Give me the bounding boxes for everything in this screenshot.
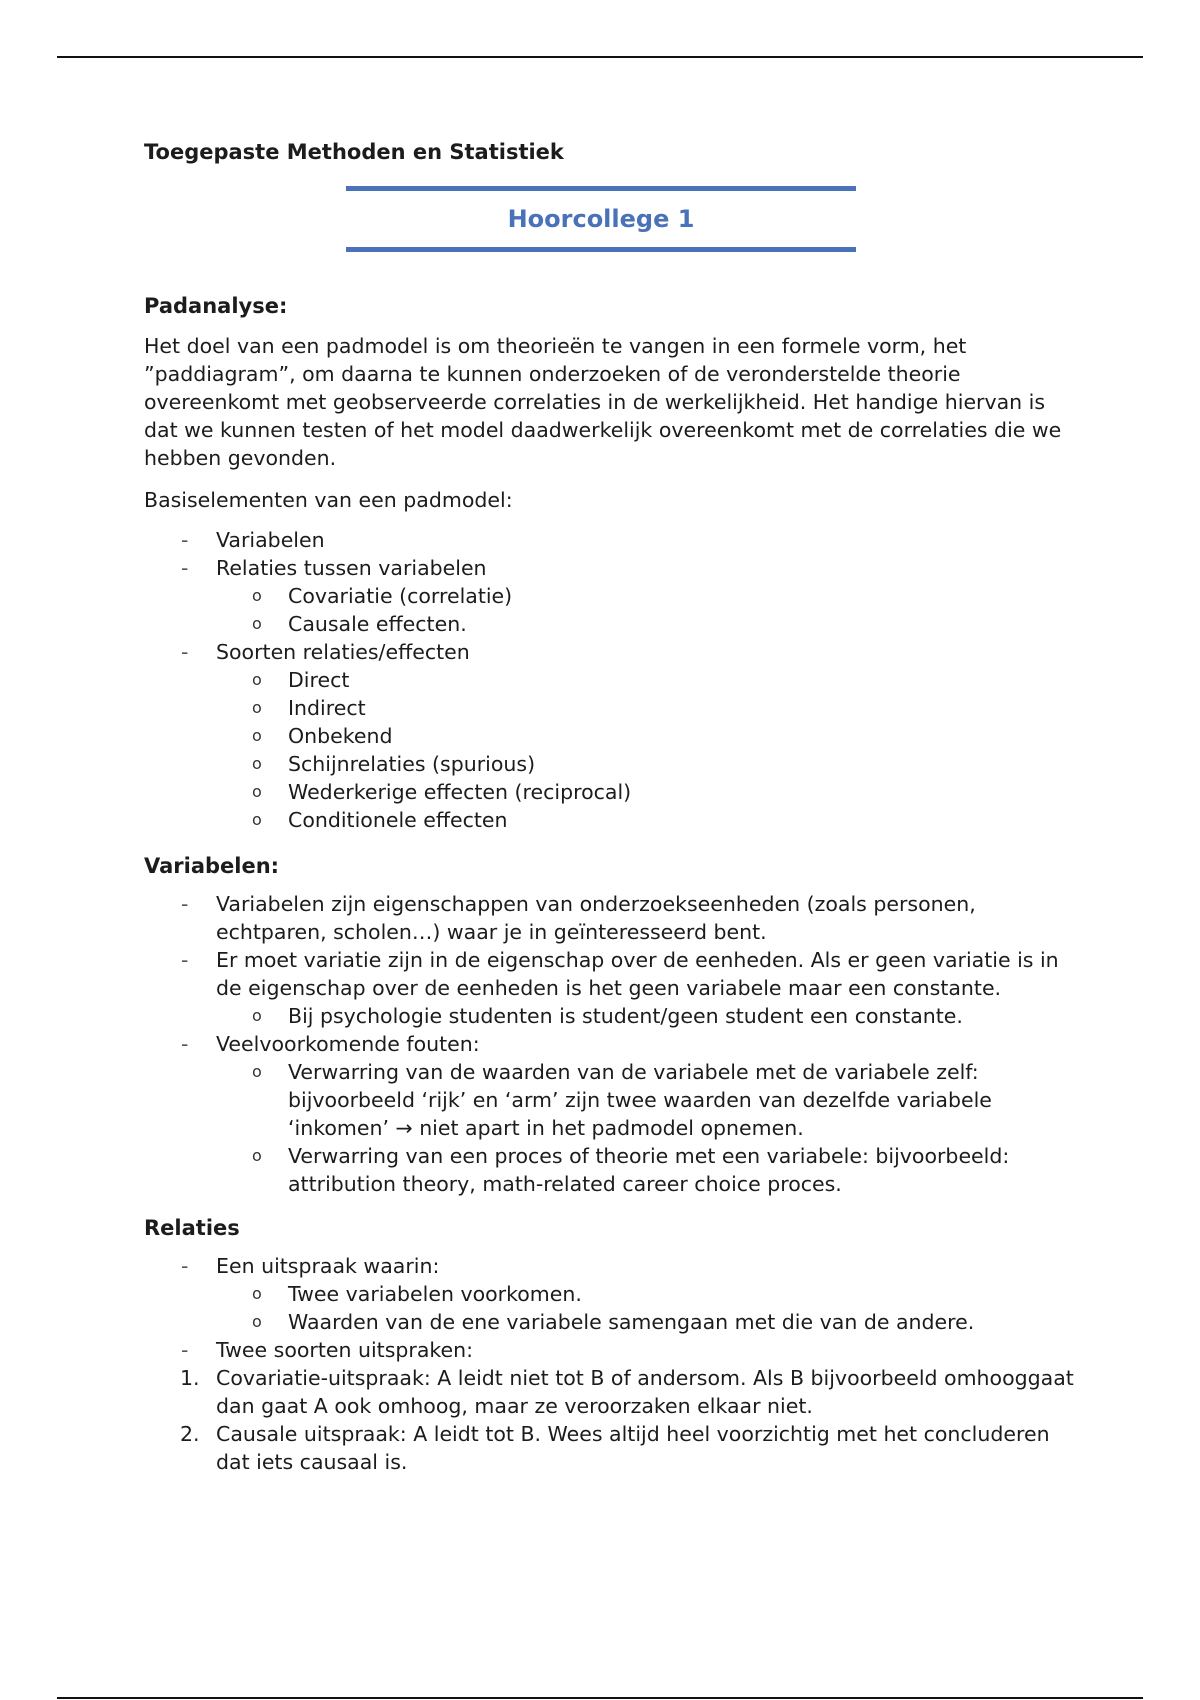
sub-list-item-text: Bij psychologie studenten is student/geen student een constante. (288, 1004, 963, 1028)
list-item-text: Soorten relaties/effecten (216, 640, 470, 664)
dash-bullet: - (181, 640, 189, 664)
lecture-title: Hoorcollege 1 (507, 205, 695, 233)
list-item (144, 638, 1084, 666)
sub-list-item-text: Indirect (288, 696, 366, 720)
circle-bullet: o (252, 782, 262, 801)
circle-bullet: o (252, 726, 262, 745)
circle-bullet: o (252, 1146, 262, 1165)
sub-list-item (144, 610, 1084, 638)
circle-bullet: o (252, 754, 262, 773)
dash-bullet: - (181, 948, 189, 972)
dash-bullet: - (181, 556, 189, 580)
circle-bullet: o (252, 810, 262, 829)
padanalyse-list-intro: Basiselementen van een padmodel: (144, 488, 513, 512)
relaties-list (144, 1252, 1084, 1364)
sub-list-item (144, 1142, 1084, 1198)
circle-bullet: o (252, 1312, 262, 1331)
sub-list-item-text: Verwarring van de waarden van de variabele met de variabele zelf: bijvoorbeeld ‘rijk’ en ‘arm’ zijn twee waarden van dezelfde variabele ‘inkomen’ → niet apart in het padmodel opnemen. (288, 1060, 992, 1140)
sub-list-item (144, 666, 1084, 694)
section-heading-variabelen: Variabelen: (144, 854, 280, 878)
sub-list-item (144, 1280, 1084, 1308)
numbered-item-text: Causale uitspraak: A leidt tot B. Wees altijd heel voorzichtig met het concluderen dat iets causaal is. (216, 1422, 1050, 1474)
list-item (144, 890, 1084, 946)
dash-bullet: - (181, 892, 189, 916)
page-bottom-rule (57, 1697, 1143, 1699)
list-item (144, 1336, 1084, 1364)
list-item (144, 1030, 1084, 1058)
sub-list-item-text: Conditionele effecten (288, 808, 508, 832)
item-number: 1. (180, 1366, 200, 1390)
sub-list-item (144, 1308, 1084, 1336)
list-item-text: Veelvoorkomende fouten: (216, 1032, 480, 1056)
document-body (144, 140, 1084, 1476)
circle-bullet: o (252, 1062, 262, 1081)
list-item-text: Een uitspraak waarin: (216, 1254, 440, 1278)
sub-list-item (144, 582, 1084, 610)
list-item-text: Variabelen zijn eigenschappen van onderzoekseenheden (zoals personen, echtparen, scholen…) waar je in geïnteresseerd bent. (216, 892, 976, 944)
sub-list-item-text: Covariatie (correlatie) (288, 584, 513, 608)
padanalyse-list (144, 526, 1084, 834)
item-number: 2. (180, 1422, 200, 1446)
sub-list-item-text: Direct (288, 668, 350, 692)
lecture-title-box (346, 186, 856, 252)
numbered-item-text: Covariatie-uitspraak: A leidt niet tot B of andersom. Als B bijvoorbeeld omhooggaat dan gaat A ook omhoog, maar ze veroorzaken elkaar niet. (216, 1366, 1074, 1418)
section-heading-padanalyse: Padanalyse: (144, 294, 288, 318)
sub-list-item-text: Waarden van de ene variabele samengaan met die van de andere. (288, 1310, 975, 1334)
sub-list-item (144, 1058, 1084, 1142)
course-title: Toegepaste Methoden en Statistiek (144, 140, 564, 164)
circle-bullet: o (252, 1284, 262, 1303)
circle-bullet: o (252, 670, 262, 689)
sub-list-item (144, 806, 1084, 834)
sub-list-item (144, 722, 1084, 750)
sub-list-item-text: Schijnrelaties (spurious) (288, 752, 536, 776)
list-item-text: Er moet variatie zijn in de eigenschap over de eenheden. Als er geen variatie is in de eigenschap over de eenheden is het geen variabele maar een constante. (216, 948, 1059, 1000)
dash-bullet: - (181, 1254, 189, 1278)
list-item (144, 526, 1084, 554)
sub-list-item-text: Twee variabelen voorkomen. (288, 1282, 582, 1306)
dash-bullet: - (181, 1032, 189, 1056)
list-item-text: Relaties tussen variabelen (216, 556, 487, 580)
sub-list-item (144, 1002, 1084, 1030)
sub-list-item (144, 750, 1084, 778)
list-item-text: Variabelen (216, 528, 325, 552)
sub-list-item-text: Causale effecten. (288, 612, 467, 636)
list-item-text: Twee soorten uitspraken: (216, 1338, 474, 1362)
circle-bullet: o (252, 1006, 262, 1025)
padanalyse-intro-paragraph: Het doel van een padmodel is om theorieën te vangen in een formele vorm, het ”paddiagram”, om daarna te kunnen onderzoeken of de veronderstelde theorie overeenkomt met geobserveerde correlaties in de werkelijkheid. Het handige hiervan is dat we kunnen testen of het model daadwerkelijk overeenkomt met de correlaties die we hebben gevonden. (144, 334, 1062, 470)
sub-list-item-text: Onbekend (288, 724, 393, 748)
variabelen-list (144, 890, 1084, 1198)
circle-bullet: o (252, 614, 262, 633)
list-item (144, 1252, 1084, 1280)
list-item (144, 554, 1084, 582)
dash-bullet: - (181, 1338, 189, 1362)
list-item (144, 946, 1084, 1002)
sub-list-item (144, 694, 1084, 722)
circle-bullet: o (252, 698, 262, 717)
sub-list-item (144, 778, 1084, 806)
circle-bullet: o (252, 586, 262, 605)
sub-list-item-text: Wederkerige effecten (reciprocal) (288, 780, 632, 804)
page-top-rule (57, 56, 1143, 58)
dash-bullet: - (181, 528, 189, 552)
numbered-item (144, 1364, 1084, 1420)
relaties-numbered-list (144, 1364, 1084, 1476)
numbered-item (144, 1420, 1084, 1476)
sub-list-item-text: Verwarring van een proces of theorie met een variabele: bijvoorbeeld: attribution theory, math-related career choice proces. (288, 1144, 1010, 1196)
section-heading-relaties: Relaties (144, 1216, 240, 1240)
